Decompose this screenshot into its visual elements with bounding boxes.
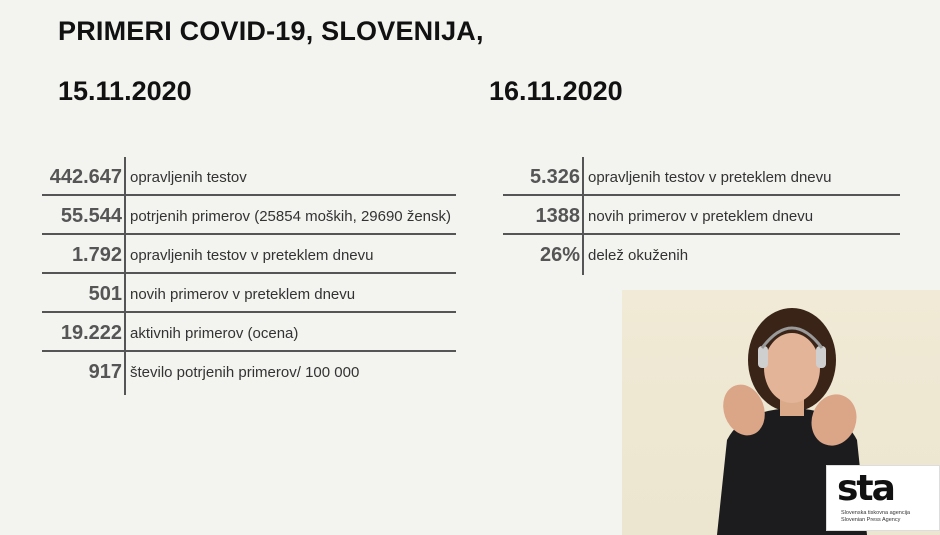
stat-value: 5.326	[529, 166, 580, 188]
stat-value: 501	[88, 283, 122, 305]
logo-line-2: Slovenian Press Agency	[841, 517, 901, 523]
stat-label: novih primerov v preteklem dnevu	[588, 208, 814, 225]
table-row	[503, 157, 900, 196]
stat-label: opravljenih testov v preteklem dnevu	[130, 247, 374, 264]
table-row	[42, 235, 456, 274]
logo-mark: sta	[837, 468, 894, 509]
table-row	[42, 196, 456, 235]
stats-table-right	[503, 157, 900, 274]
logo-line-1: Slovenska tiskovna agencija	[841, 510, 911, 516]
stat-value: 1.792	[71, 244, 122, 266]
stats-table-left	[42, 157, 456, 391]
table-row	[42, 157, 456, 196]
table-row	[42, 313, 456, 352]
date-left: 15.11.2020	[58, 76, 192, 106]
logo-subtitle	[841, 510, 910, 524]
stat-label: delež okuženih	[588, 247, 689, 264]
table-row	[42, 274, 456, 313]
table-row	[503, 196, 900, 235]
stat-value: 19.222	[60, 322, 122, 344]
page-title: PRIMERI COVID-19, SLOVENIJA,	[58, 16, 484, 46]
stat-value: 442.647	[49, 166, 122, 188]
stat-value: 1388	[535, 205, 580, 227]
table-row	[503, 235, 900, 274]
stat-label: aktivnih primerov (ocena)	[130, 325, 299, 342]
stat-label: novih primerov v preteklem dnevu	[130, 286, 356, 303]
table-row	[42, 352, 456, 391]
stat-value: 917	[88, 361, 122, 383]
stat-value: 26%	[539, 244, 580, 266]
stat-label: opravljenih testov v preteklem dnevu	[588, 169, 832, 186]
sta-logo	[826, 465, 940, 531]
stat-label: opravljenih testov	[130, 169, 247, 186]
stat-label: potrjenih primerov (25854 moških, 29690 žensk)	[130, 208, 451, 225]
stat-label: število potrjenih primerov/ 100 000	[130, 364, 360, 381]
date-right: 16.11.2020	[489, 76, 623, 106]
stat-value: 55.544	[60, 205, 122, 227]
